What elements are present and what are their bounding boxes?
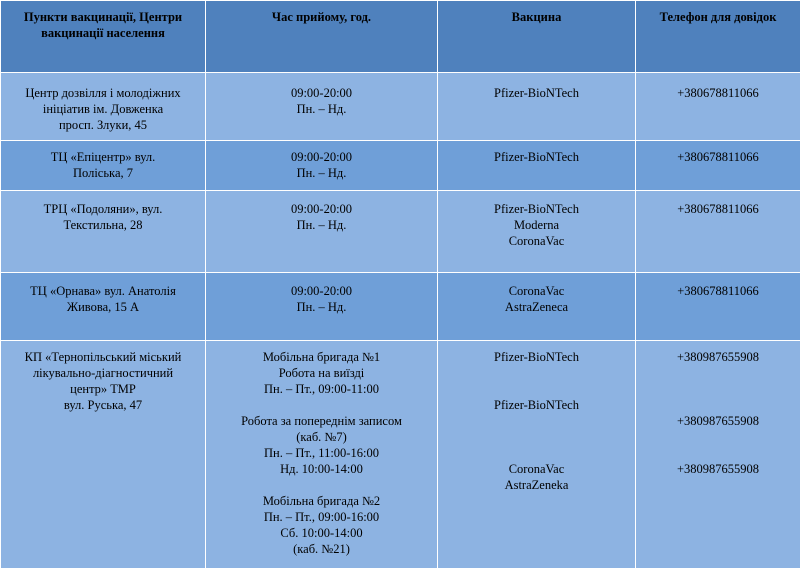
cell-hours — [206, 73, 438, 141]
cell-phone — [636, 73, 800, 141]
place-line: центр» ТМР — [7, 381, 199, 397]
cell-place — [1, 273, 206, 341]
spacer — [212, 477, 431, 493]
hours-line: Пн. – Пт., 09:00-11:00 — [212, 381, 431, 397]
table-row — [1, 341, 800, 569]
place-line: ініціатив ім. Довженка — [7, 101, 199, 117]
spacer — [642, 365, 794, 381]
hours-line: 09:00-20:00 — [212, 283, 431, 299]
spacer — [444, 413, 629, 429]
phone-line: +380678811066 — [642, 85, 794, 101]
hours-line: 09:00-20:00 — [212, 85, 431, 101]
hours-line: Пн. – Пт., 09:00-16:00 — [212, 509, 431, 525]
cell-place — [1, 73, 206, 141]
cell-phone — [636, 341, 800, 569]
hours-line: Мобільна бригада №1 — [212, 349, 431, 365]
hours-line: Пн. – Нд. — [212, 165, 431, 181]
place-line: ТЦ «Орнава» вул. Анатолія — [7, 283, 199, 299]
cell-hours — [206, 273, 438, 341]
spacer — [642, 445, 794, 461]
cell-phone — [636, 141, 800, 191]
phone-line: +380678811066 — [642, 149, 794, 165]
cell-place — [1, 141, 206, 191]
spacer — [444, 365, 629, 381]
table-row — [1, 141, 800, 191]
vaccine-line: CoronaVac — [444, 233, 629, 249]
header-phone: Телефон для довідок — [636, 1, 800, 73]
cell-hours — [206, 341, 438, 569]
vaccine-line: AstraZeneca — [444, 299, 629, 315]
vaccine-line: CoronaVac — [444, 461, 629, 477]
cell-vaccine — [438, 191, 636, 273]
spacer — [642, 397, 794, 413]
cell-phone — [636, 273, 800, 341]
place-line: Центр дозвілля і молодіжних — [7, 85, 199, 101]
phone-line: +380987655908 — [642, 349, 794, 365]
hours-line: (каб. №21) — [212, 541, 431, 557]
vaccine-line: Pfizer-BioNTech — [444, 85, 629, 101]
place-line: ТРЦ «Подоляни», вул. — [7, 201, 199, 217]
place-line: вул. Руська, 47 — [7, 397, 199, 413]
cell-vaccine — [438, 73, 636, 141]
vaccine-line: Pfizer-BioNTech — [444, 349, 629, 365]
vaccine-line: Pfizer-BioNTech — [444, 201, 629, 217]
header-row — [1, 1, 800, 73]
cell-hours — [206, 141, 438, 191]
vaccine-line: CoronaVac — [444, 283, 629, 299]
table-row — [1, 191, 800, 273]
hours-line: Пн. – Нд. — [212, 299, 431, 315]
hours-line: 09:00-20:00 — [212, 149, 431, 165]
table-row — [1, 73, 800, 141]
cell-place — [1, 191, 206, 273]
cell-vaccine — [438, 273, 636, 341]
hours-line: Робота на виїзді — [212, 365, 431, 381]
header-vaccine: Вакцина — [438, 1, 636, 73]
hours-line: Нд. 10:00-14:00 — [212, 461, 431, 477]
place-line: просп. Злуки, 45 — [7, 117, 199, 133]
hours-line: Мобільна бригада №2 — [212, 493, 431, 509]
vaccine-line: AstraZeneka — [444, 477, 629, 493]
spacer — [212, 397, 431, 413]
spacer — [444, 445, 629, 461]
place-line: Текстильна, 28 — [7, 217, 199, 233]
spacer — [444, 429, 629, 445]
hours-line: Сб. 10:00-14:00 — [212, 525, 431, 541]
hours-line: Пн. – Нд. — [212, 217, 431, 233]
phone-line: +380678811066 — [642, 201, 794, 217]
cell-place — [1, 341, 206, 569]
place-line: Поліська, 7 — [7, 165, 199, 181]
table-row — [1, 273, 800, 341]
vaccine-line: Pfizer-BioNTech — [444, 149, 629, 165]
cell-hours — [206, 191, 438, 273]
place-line: лікувально-діагностичний — [7, 365, 199, 381]
hours-line: Пн. – Пт., 11:00-16:00 — [212, 445, 431, 461]
phone-line: +380987655908 — [642, 413, 794, 429]
header-places: Пункти вакцинації, Центри вакцинації населення — [1, 1, 206, 73]
hours-line: 09:00-20:00 — [212, 201, 431, 217]
place-line: ТЦ «Епіцентр» вул. — [7, 149, 199, 165]
cell-phone — [636, 191, 800, 273]
header-hours: Час прийому, год. — [206, 1, 438, 73]
vaccine-line: Pfizer-BioNTech — [444, 397, 629, 413]
hours-line: (каб. №7) — [212, 429, 431, 445]
place-line: Живова, 15 А — [7, 299, 199, 315]
spacer — [444, 381, 629, 397]
vaccine-line: Moderna — [444, 217, 629, 233]
cell-vaccine — [438, 341, 636, 569]
spacer — [642, 381, 794, 397]
phone-line: +380678811066 — [642, 283, 794, 299]
hours-line: Робота за попереднім записом — [212, 413, 431, 429]
hours-line: Пн. – Нд. — [212, 101, 431, 117]
place-line: КП «Тернопільський міський — [7, 349, 199, 365]
spacer — [642, 429, 794, 445]
phone-line: +380987655908 — [642, 461, 794, 477]
cell-vaccine — [438, 141, 636, 191]
